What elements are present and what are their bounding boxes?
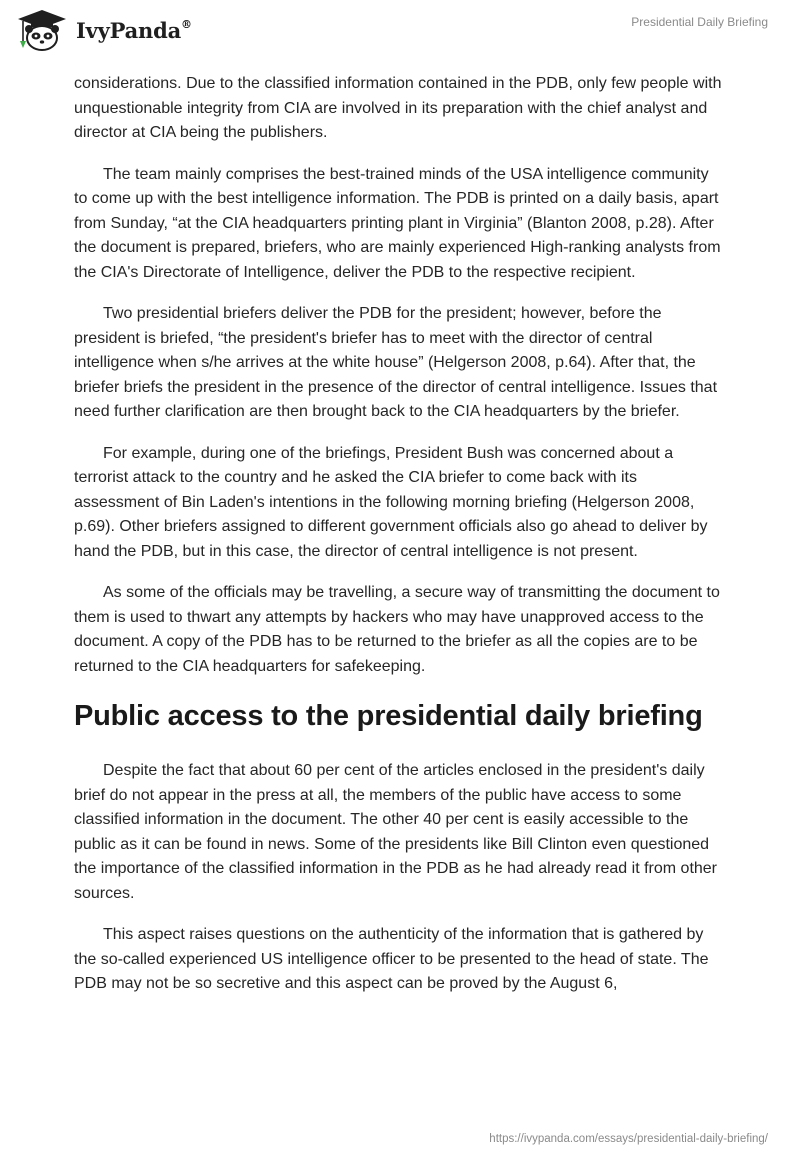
paragraph: Two presidential briefers deliver the PDB for the president; however, before the president is briefed, “the president's briefer has to meet with the director of central intelligence when s/he arrives at the white house” (Helgerson 2008, p.64). After that, the briefer briefs the president in the presence of the director of central intelligence. Issues that need further clarification are then brought back to the CIA headquarters by the briefer. [74,305,718,420]
paragraph: The team mainly comprises the best-trained minds of the USA intelligence community to come up with the best intelligence information. The PDB is printed on a daily basis, apart from Sunday, “at the CIA headquarters printing plant in Virginia” (Blanton 2008, p.28). After the document is prepared, briefers, who are mainly experienced High-ranking analysts from the CIA's Directorate of Intelligence, deliver the PDB to the respective recipient. [74,165,721,281]
brand-name: IvyPanda® [76,17,192,43]
document-title: Presidential Daily Briefing [631,15,768,29]
paragraph: As some of the officials may be travelling, a secure way of transmitting the document to them is used to thwart any attempts by hackers who may have unapproved access to the document. A copy of the PDB has to be returned to the briefer as all the copies are to be returned to the CIA headquarters for safekeeping. [74,584,720,675]
page-header [0,0,800,70]
source-url[interactable]: https://ivypanda.com/essays/presidential-daily-briefing/ [489,1133,768,1145]
section-heading: Public access to the presidential daily briefing [74,700,703,732]
paragraph: considerations. Due to the classified information contained in the PDB, only few people with unquestionable integrity from CIA are involved in its preparation with the chief analyst and director at CIA being the publishers. [74,75,722,141]
paragraph: For example, during one of the briefings, President Bush was concerned about a terrorist attack to the country and he asked the CIA briefer to come back with its assessment of Bin Laden's intentions in the following morning briefing (Helgerson 2008, p.69). Other briefers assigned to different government officials also go ahead to deliver by hand the PDB, but in this case, the director of central intelligence is not present. [74,444,708,560]
panda-graduate-icon [14,8,70,52]
paragraph: Despite the fact that about 60 per cent of the articles enclosed in the president's daily brief do not appear in the press at all, the members of the public have access to some classified information in the document. The other 40 per cent is easily accessible to the public as it can be found in news. Some of the presidents like Bill Clinton even questioned the importance of the classified information in the PDB as he had already read it from other sources. [74,762,718,902]
ivypanda-logo[interactable] [14,8,192,52]
essay-body [74,72,724,1014]
paragraph: This aspect raises questions on the authenticity of the information that is gathered by the so-called experienced US intelligence officer to be presented to the head of state. The PDB may not be so secretive and this aspect can be proved by the August 6, [74,926,709,992]
